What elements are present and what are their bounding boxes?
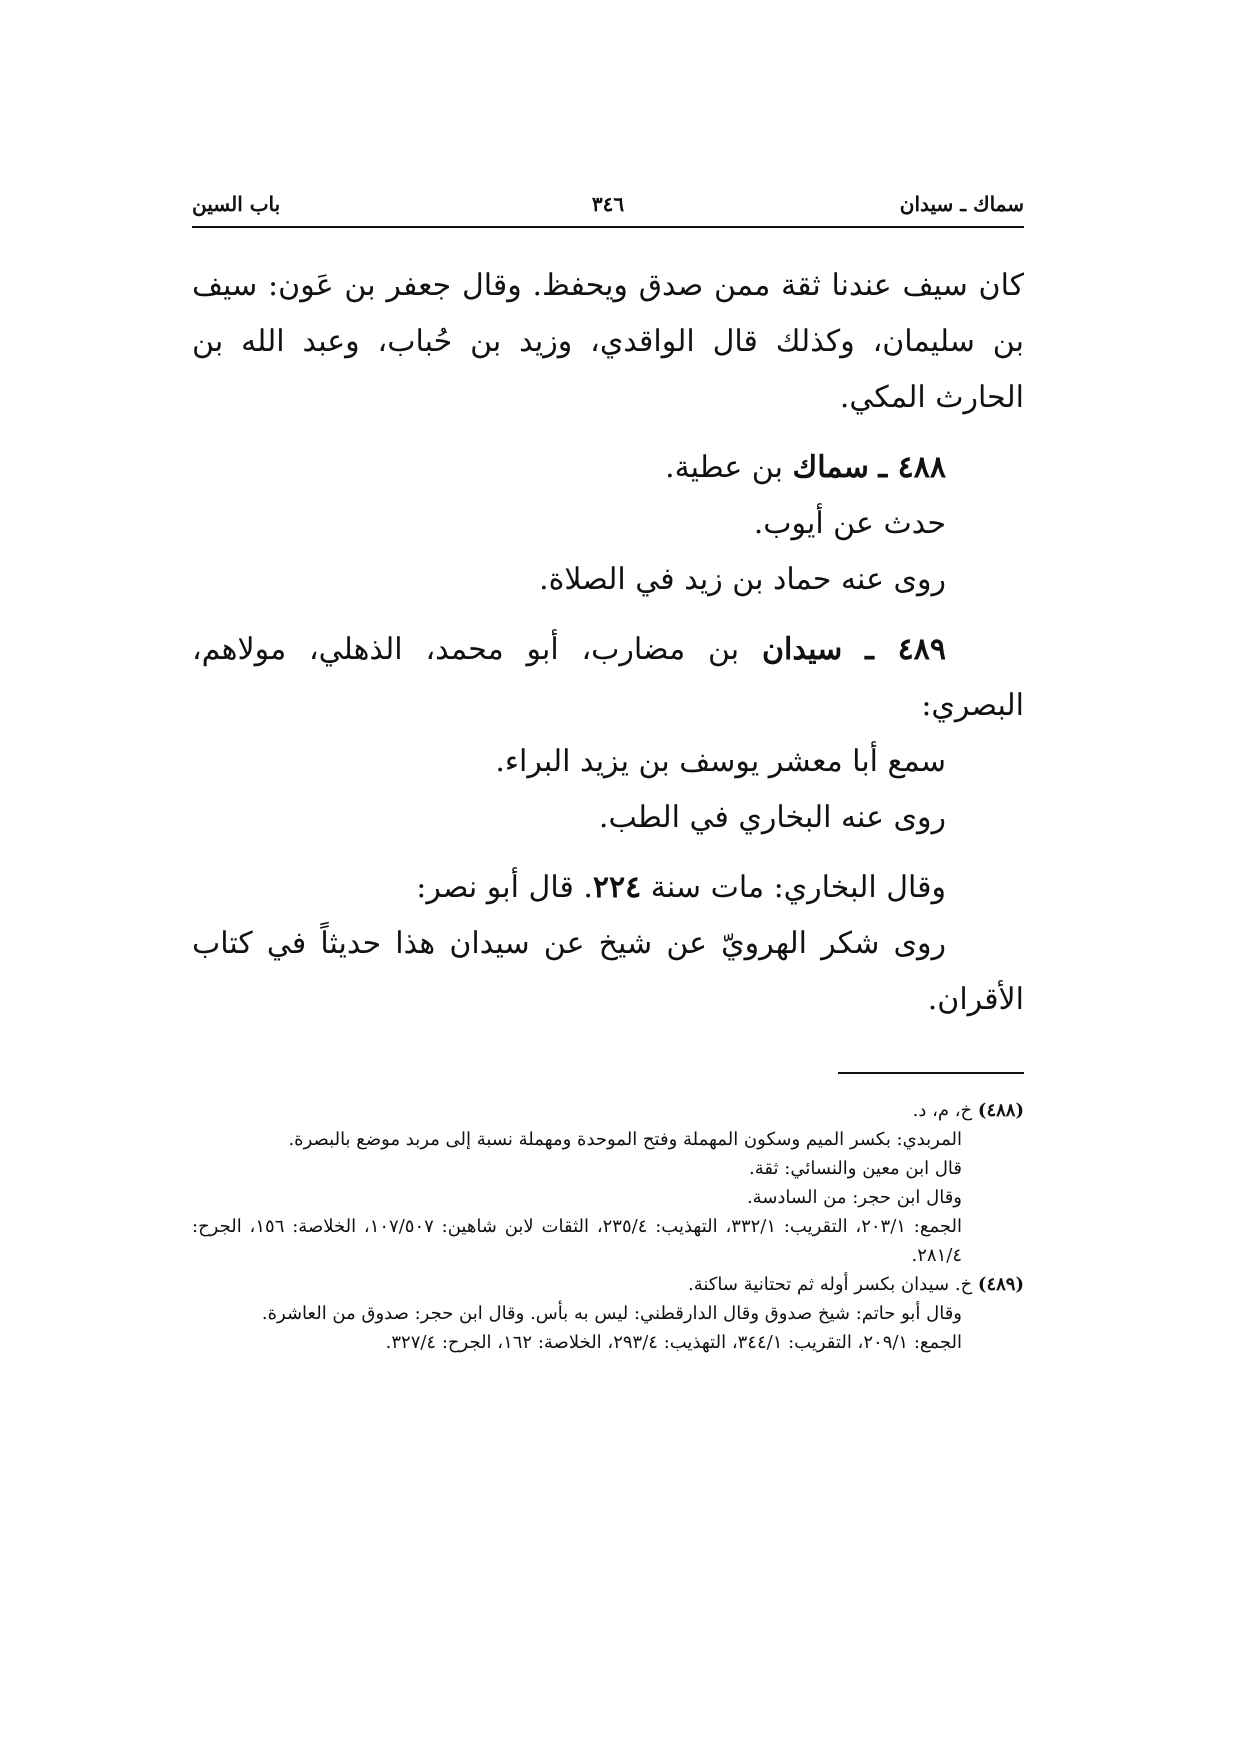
footnote-489-line: وقال أبو حاتم: شيخ صدوق وقال الدارقطني: ليس به بأس. وقال ابن حجر: صدوق من العاشرة.	[261, 1303, 962, 1324]
entry-name: سيدان	[761, 632, 843, 667]
footnote-488-line: الجمع: ٢٠٣/١، التقريب: ٣٣٢/١، التهذيب: ٢٣٥/٤، الثقات لابن شاهين: ١٠٧/٥٠٧، الخلاصة: ١٥٦، الجرح: ٢٨١/٤.	[192, 1216, 962, 1266]
main-text	[192, 258, 1024, 1028]
entry-489-line-2: روى عنه البخاري في الطب.	[598, 800, 946, 835]
running-head	[192, 192, 1024, 228]
entry-name: سماك	[792, 450, 869, 485]
entry-number: ٤٨٨ ـ	[878, 450, 946, 485]
footnote-head-text: خ. سيدان بكسر أوله ثم تحتانية ساكنة.	[688, 1274, 973, 1295]
death-year: ٢٢٤	[592, 870, 642, 905]
footnote-488-line: وقال ابن حجر: من السادسة.	[746, 1187, 962, 1208]
footnote-number: (٤٨٨)	[977, 1100, 1024, 1121]
death-text-after: . قال أبو نصر:	[416, 870, 593, 905]
running-head-section: سماك ـ سيدان	[899, 192, 1024, 216]
footnote-488-line: قال ابن معين والنسائي: ثقة.	[749, 1158, 962, 1179]
entry-489-heading	[192, 622, 1024, 734]
entry-489-line-1: سمع أبا معشر يوسف بن يزيد البراء.	[495, 744, 946, 779]
footnote-489-head	[192, 1270, 1024, 1299]
entry-488-line-2: روى عنه حماد بن زيد في الصلاة.	[539, 562, 946, 597]
entry-489-closing: روى شكر الهرويّ عن شيخ عن سيدان هذا حديثاً في كتاب الأقران.	[192, 926, 1024, 1017]
footnote-488-line: المربدي: بكسر الميم وسكون المهملة وفتح الموحدة ومهملة نسبة إلى مربد موضع بالبصرة.	[288, 1129, 962, 1150]
footnotes	[192, 1096, 1024, 1357]
entry-number: ٤٨٩ ـ	[865, 632, 946, 667]
footnote-head-text: خ، م، د.	[912, 1100, 973, 1121]
entry-name-rest: بن عطية.	[665, 450, 783, 485]
entry-488-heading	[192, 440, 1024, 496]
page-number: ٣٤٦	[591, 192, 625, 216]
death-text: وقال البخاري: مات سنة	[650, 870, 946, 905]
footnote-separator	[838, 1072, 1024, 1074]
entry-488-line-1: حدث عن أيوب.	[753, 506, 946, 541]
entry-name-rest: بن مضارب، أبو محمد، الذهلي، مولاهم، البصري:	[192, 632, 1024, 723]
footnote-number: (٤٨٩)	[977, 1274, 1024, 1295]
running-head-chapter: باب السين	[192, 192, 281, 216]
footnote-489-line: الجمع: ٢٠٩/١، التقريب: ٣٤٤/١، التهذيب: ٢٩٣/٤، الخلاصة: ١٦٢، الجرح: ٣٢٧/٤.	[385, 1332, 962, 1353]
entry-489-death	[192, 860, 1024, 916]
footnote-488-head	[192, 1096, 1024, 1125]
intro-paragraph: كان سيف عندنا ثقة ممن صدق ويحفظ. وقال جعفر بن عَون: سيف بن سليمان، وكذلك قال الواقدي، وزيد بن حُباب، وعبد الله بن الحارث المكي.	[192, 268, 1024, 415]
